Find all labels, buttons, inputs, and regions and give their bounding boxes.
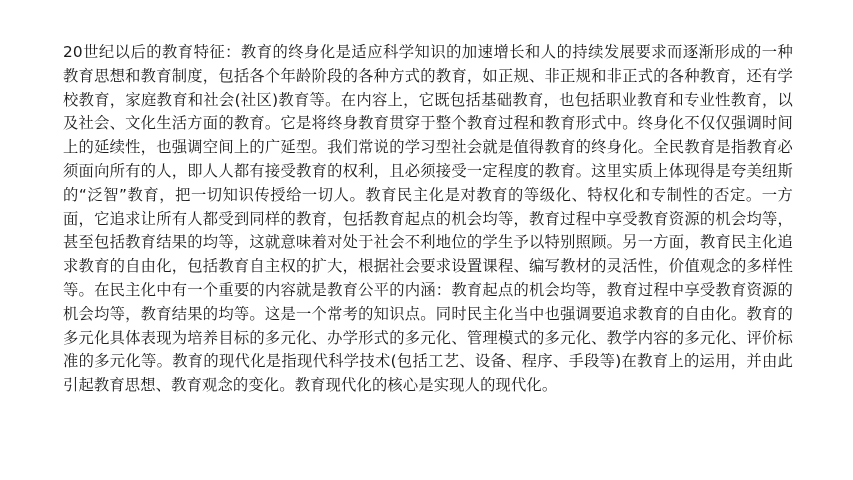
body-paragraph: 20世纪以后的教育特征：教育的终身化是适应科学知识的加速增长和人的持续发展要求而逐渐形成的一种教育思想和教育制度，包括各个年龄阶段的各种方式的教育，如正规、非正规和非正式的各种教育，还有学校教育，家庭教育和社会(社区)教育等。在内容上，它既包括基础教育，也包括职业教育和专业性教育，以及社会、文化生活方面的教育。它是将终身教育贯穿于整个教育过程和教育形式中。终身化不仅仅强调时间上的延续性，也强调空间上的广延型。我们常说的学习型社会就是值得教育的终身化。全民教育是指教育必须面向所有的人，即人人都有接受教育的权利，且必须接受一定程度的教育。这里实质上体现得是夸美纽斯的“泛智”教育，把一切知识传授给一切人。教育民主化是对教育的等级化、特权化和专制性的否定。一方面，它追求让所有人都受到同样的教育，包括教育起点的机会均等，教育过程中享受教育资源的机会均等，甚至包括教育结果的均等，这就意味着对处于社会不利地位的学生予以特别照顾。另一方面，教育民主化追求教育的自由化，包括教育自主权的扩大，根据社会要求设置课程、编写教材的灵活性，价值观念的多样性等。在民主化中有一个重要的内容就是教育公平的内涵：教育起点的机会均等，教育过程中享受教育资源的机会均等，教育结果的均等。这是一个常考的知识点。同时民主化当中也强调要追求教育的自由化。教育的多元化具体表现为培养目标的多元化、办学形式的多元化、管理模式的多元化、教学内容的多元化、评价标准的多元化等。教育的现代化是指现代科学技术(包括工艺、设备、程序、手段等)在教育上的运用，并由此引起教育思想、教育观念的变化。教育现代化的核心是实现人的现代化。 <box>63 43 793 395</box>
document-page <box>63 41 793 398</box>
